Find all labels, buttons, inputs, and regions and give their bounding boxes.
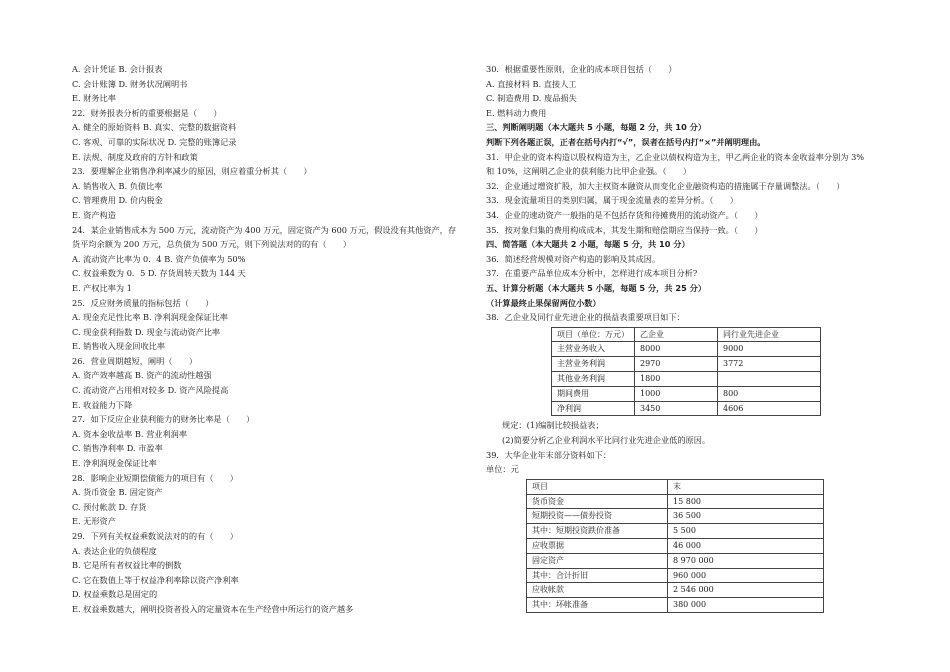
table-cell: 4606 — [718, 401, 821, 416]
text-line: E. 净利润现金保证比率 — [72, 458, 157, 469]
table-cell: 380 000 — [668, 598, 824, 613]
table-cell: 其中：合计折旧 — [527, 568, 668, 583]
table-row — [527, 539, 824, 554]
text-line: E. 燃料动力费用 — [486, 107, 547, 118]
table-row — [552, 372, 821, 387]
table-cell: 应收帐款 — [527, 583, 668, 598]
text-line: 37．在重要产品单位成本分析中，怎样进行成本项目分析? — [486, 268, 698, 279]
income-statement-table — [551, 327, 821, 417]
text-line: 39．大华企业年末部分资料如下： — [486, 449, 612, 460]
right-mid-section — [486, 418, 886, 476]
table-row — [527, 598, 824, 613]
text-line: C. 现金获利指数 D. 现金与流动资产比率 — [72, 326, 221, 337]
table-row — [527, 494, 824, 509]
text-line: 24．某企业销售成本为 500 万元，流动资产为 400 万元，固定资产为 600 万元，假设没有其他资产，存 — [72, 224, 457, 235]
table-row — [552, 401, 821, 416]
table-cell: 3772 — [718, 357, 821, 372]
text-line: 和 10%，这阐明乙企业的获利能力比甲企业强。（ ） — [486, 166, 692, 177]
balance-data-table — [526, 479, 824, 613]
table-cell: 项目 — [527, 479, 668, 494]
text-line: A. 销售收入 B. 负债比率 — [72, 180, 163, 191]
table-cell: 15 800 — [668, 494, 824, 509]
text-line: 25．反应财务质量的指标包括（ ） — [72, 297, 214, 308]
text-line: A. 表达企业的负债程度 — [72, 545, 157, 556]
section-heading: 五、计算分析题（本大题共 5 小题，每题 5 分，共 25 分） — [486, 282, 707, 293]
table-cell: 2 546 000 — [668, 583, 824, 598]
text-line: C. 制造费用 D. 废品损失 — [486, 93, 577, 104]
text-line: A. 货币资金 B. 固定资产 — [72, 487, 163, 498]
table-cell: 短期投资——债券投资 — [527, 509, 668, 524]
text-line: A. 会计凭证 B. 会计报表 — [72, 64, 163, 74]
text-line: 规定：(1)编制比较损益表； — [502, 420, 604, 431]
text-line: 30．根据重要性原则，企业的成本项目包括（ ） — [486, 64, 677, 74]
text-line: C. 客观、可靠的实际状况 D. 完整的账簿记录 — [72, 136, 237, 147]
section-heading: 判断下列各题正误，正者在括号内打“√”，误者在括号内打“×”并阐明理由。 — [486, 136, 766, 147]
text-line: 23．要理解企业销售净利率减少的原因，则应着重分析其（ ） — [72, 166, 312, 177]
right-top-section — [486, 62, 886, 325]
text-line: E. 销售收入现金回收比率 — [72, 341, 166, 352]
table-row — [552, 386, 821, 401]
text-line: A. 直接材料 B. 直接人工 — [486, 78, 577, 89]
text-line: A. 资本金收益率 B. 营业利润率 — [72, 428, 188, 439]
text-line: 33．现金流量项目的类别归属，属于现金流量表的差异分析。（ ） — [486, 195, 738, 206]
text-line: 32．企业通过增资扩股，加大主权资本融资从而变化企业融资构造的措施属于存量调整法。（ ） — [486, 180, 845, 191]
table-cell: 8 970 000 — [668, 553, 824, 568]
table-cell: 末 — [668, 479, 824, 494]
section-heading: （计算最终止果保留两位小数） — [486, 297, 601, 308]
table-cell: 项目（单位：万元） — [552, 327, 635, 342]
text-line: 35．按对象归集的费用构成成本，其发生期和赔偿期应当保持一致。（ ） — [486, 224, 763, 235]
table-cell: 净利润 — [552, 401, 635, 416]
table-cell: 1000 — [635, 386, 718, 401]
text-line: D. 权益乘数总是固定的 — [72, 589, 158, 600]
text-line: A. 资产效率越高 B. 资产的流动性越强 — [72, 370, 212, 381]
table-cell: 46 000 — [668, 539, 824, 554]
text-line: A. 流动资产比率为 0．4 B. 资产负债率为 50% — [72, 253, 246, 264]
table-cell: 其中：坏帐准备 — [527, 598, 668, 613]
text-line: 31．甲企业的资本构造以股权构造为主，乙企业以债权构造为主，甲乙两企业的资本金收益率分别为 3% — [486, 151, 865, 162]
text-line: A. 现金充足性比率 B. 净利润现金保证比率 — [72, 312, 228, 323]
text-line: 38．乙企业及同行业先进企业的损益表重要项目如下： — [486, 312, 685, 323]
table-cell: 3450 — [635, 401, 718, 416]
table-cell: 9000 — [718, 342, 821, 357]
text-line: 货平均余额为 200 万元，总负债为 500 万元，则下列说法对的的有（ ） — [72, 239, 352, 250]
text-line: C. 预付帐款 D. 存货 — [72, 501, 147, 512]
text-line: 36．简述经营规模对资产构造的影响及其成因。 — [486, 253, 661, 264]
table-cell: 2970 — [635, 357, 718, 372]
text-line: E. 权益乘数越大，阐明投资者投入的定量资本在生产经营中所运行的资产越多 — [72, 603, 354, 614]
table-cell: 5 500 — [668, 524, 824, 539]
table-cell: 其中：短期投资跌价准备 — [527, 524, 668, 539]
text-line: 27．如下反应企业获利能力的财务比率是（ ） — [72, 414, 255, 425]
text-line: 28．影响企业短期偿债能力的项目有（ ） — [72, 472, 238, 483]
text-line: B. 它是所有者权益比率的倒数 — [72, 560, 182, 571]
table-cell: 1800 — [635, 372, 718, 387]
text-line: E. 法规、制度及政府的方针和政策 — [72, 151, 198, 162]
text-line: C. 流动资产占用相对较多 D. 资产风险提高 — [72, 385, 229, 396]
section-heading: 三、判断阐明题（本大题共 5 小题，每题 2 分，共 10 分） — [486, 122, 707, 133]
section-heading: 四、简答题（本大题共 2 小题，每题 5 分，共 10 分） — [486, 239, 690, 250]
text-line: 26．营业周期越短，阐明（ ） — [72, 355, 198, 366]
table-row — [527, 553, 824, 568]
text-line: (2)简要分析乙企业利润水平比同行业先进企业低的原因。 — [502, 435, 711, 446]
table-cell — [718, 372, 821, 387]
table-cell: 36 500 — [668, 509, 824, 524]
text-line: 单位：元 — [486, 464, 519, 475]
text-line: E. 无形资产 — [72, 516, 116, 527]
table-row — [527, 568, 824, 583]
table-cell: 应收票据 — [527, 539, 668, 554]
table-cell: 主营业务收入 — [552, 342, 635, 357]
table-row — [527, 479, 824, 494]
table-cell: 8000 — [635, 342, 718, 357]
table-cell: 期间费用 — [552, 386, 635, 401]
table-cell: 固定资产 — [527, 553, 668, 568]
text-line: C. 管理费用 D. 价内税金 — [72, 195, 163, 206]
text-line: C. 权益乘数为 0．5 D. 存货周转天数为 144 天 — [72, 268, 246, 279]
text-line: E. 收益能力下降 — [72, 399, 133, 410]
table-cell: 其他业务利润 — [552, 372, 635, 387]
text-line: E. 资产构造 — [72, 209, 116, 220]
table-cell: 货币资金 — [527, 494, 668, 509]
text-line: E. 财务比率 — [72, 93, 116, 104]
text-line: C. 它在数值上等于权益净利率除以资产净利率 — [72, 574, 239, 585]
text-line: C. 会计账簿 D. 财务状况阐明书 — [72, 78, 188, 89]
text-line: 34．企业的速动资产一般指的是不包括存货和待摊费用的流动资产。（ ） — [486, 209, 763, 220]
right-column — [486, 62, 886, 613]
table-row — [552, 357, 821, 372]
table-cell: 960 000 — [668, 568, 824, 583]
table-cell: 800 — [718, 386, 821, 401]
table-row — [527, 524, 824, 539]
text-line: 22．财务报表分析的重要根据是（ ） — [72, 107, 222, 118]
left-column — [72, 62, 467, 617]
text-line: 29．下列有关权益乘数说法对的的有（ ） — [72, 531, 238, 541]
table-cell: 乙企业 — [635, 327, 718, 342]
table-cell: 主营业务利润 — [552, 357, 635, 372]
table-row — [552, 342, 821, 357]
table-cell: 同行业先进企业 — [718, 327, 821, 342]
text-line: A. 健全的原始资料 B. 真实、完整的数据资料 — [72, 122, 237, 133]
table-row — [552, 327, 821, 342]
table-row — [527, 509, 824, 524]
table-row — [527, 583, 824, 598]
text-line: E. 产权比率为 1 — [72, 282, 132, 293]
text-line: C. 销售净利率 D. 市盈率 — [72, 443, 163, 454]
